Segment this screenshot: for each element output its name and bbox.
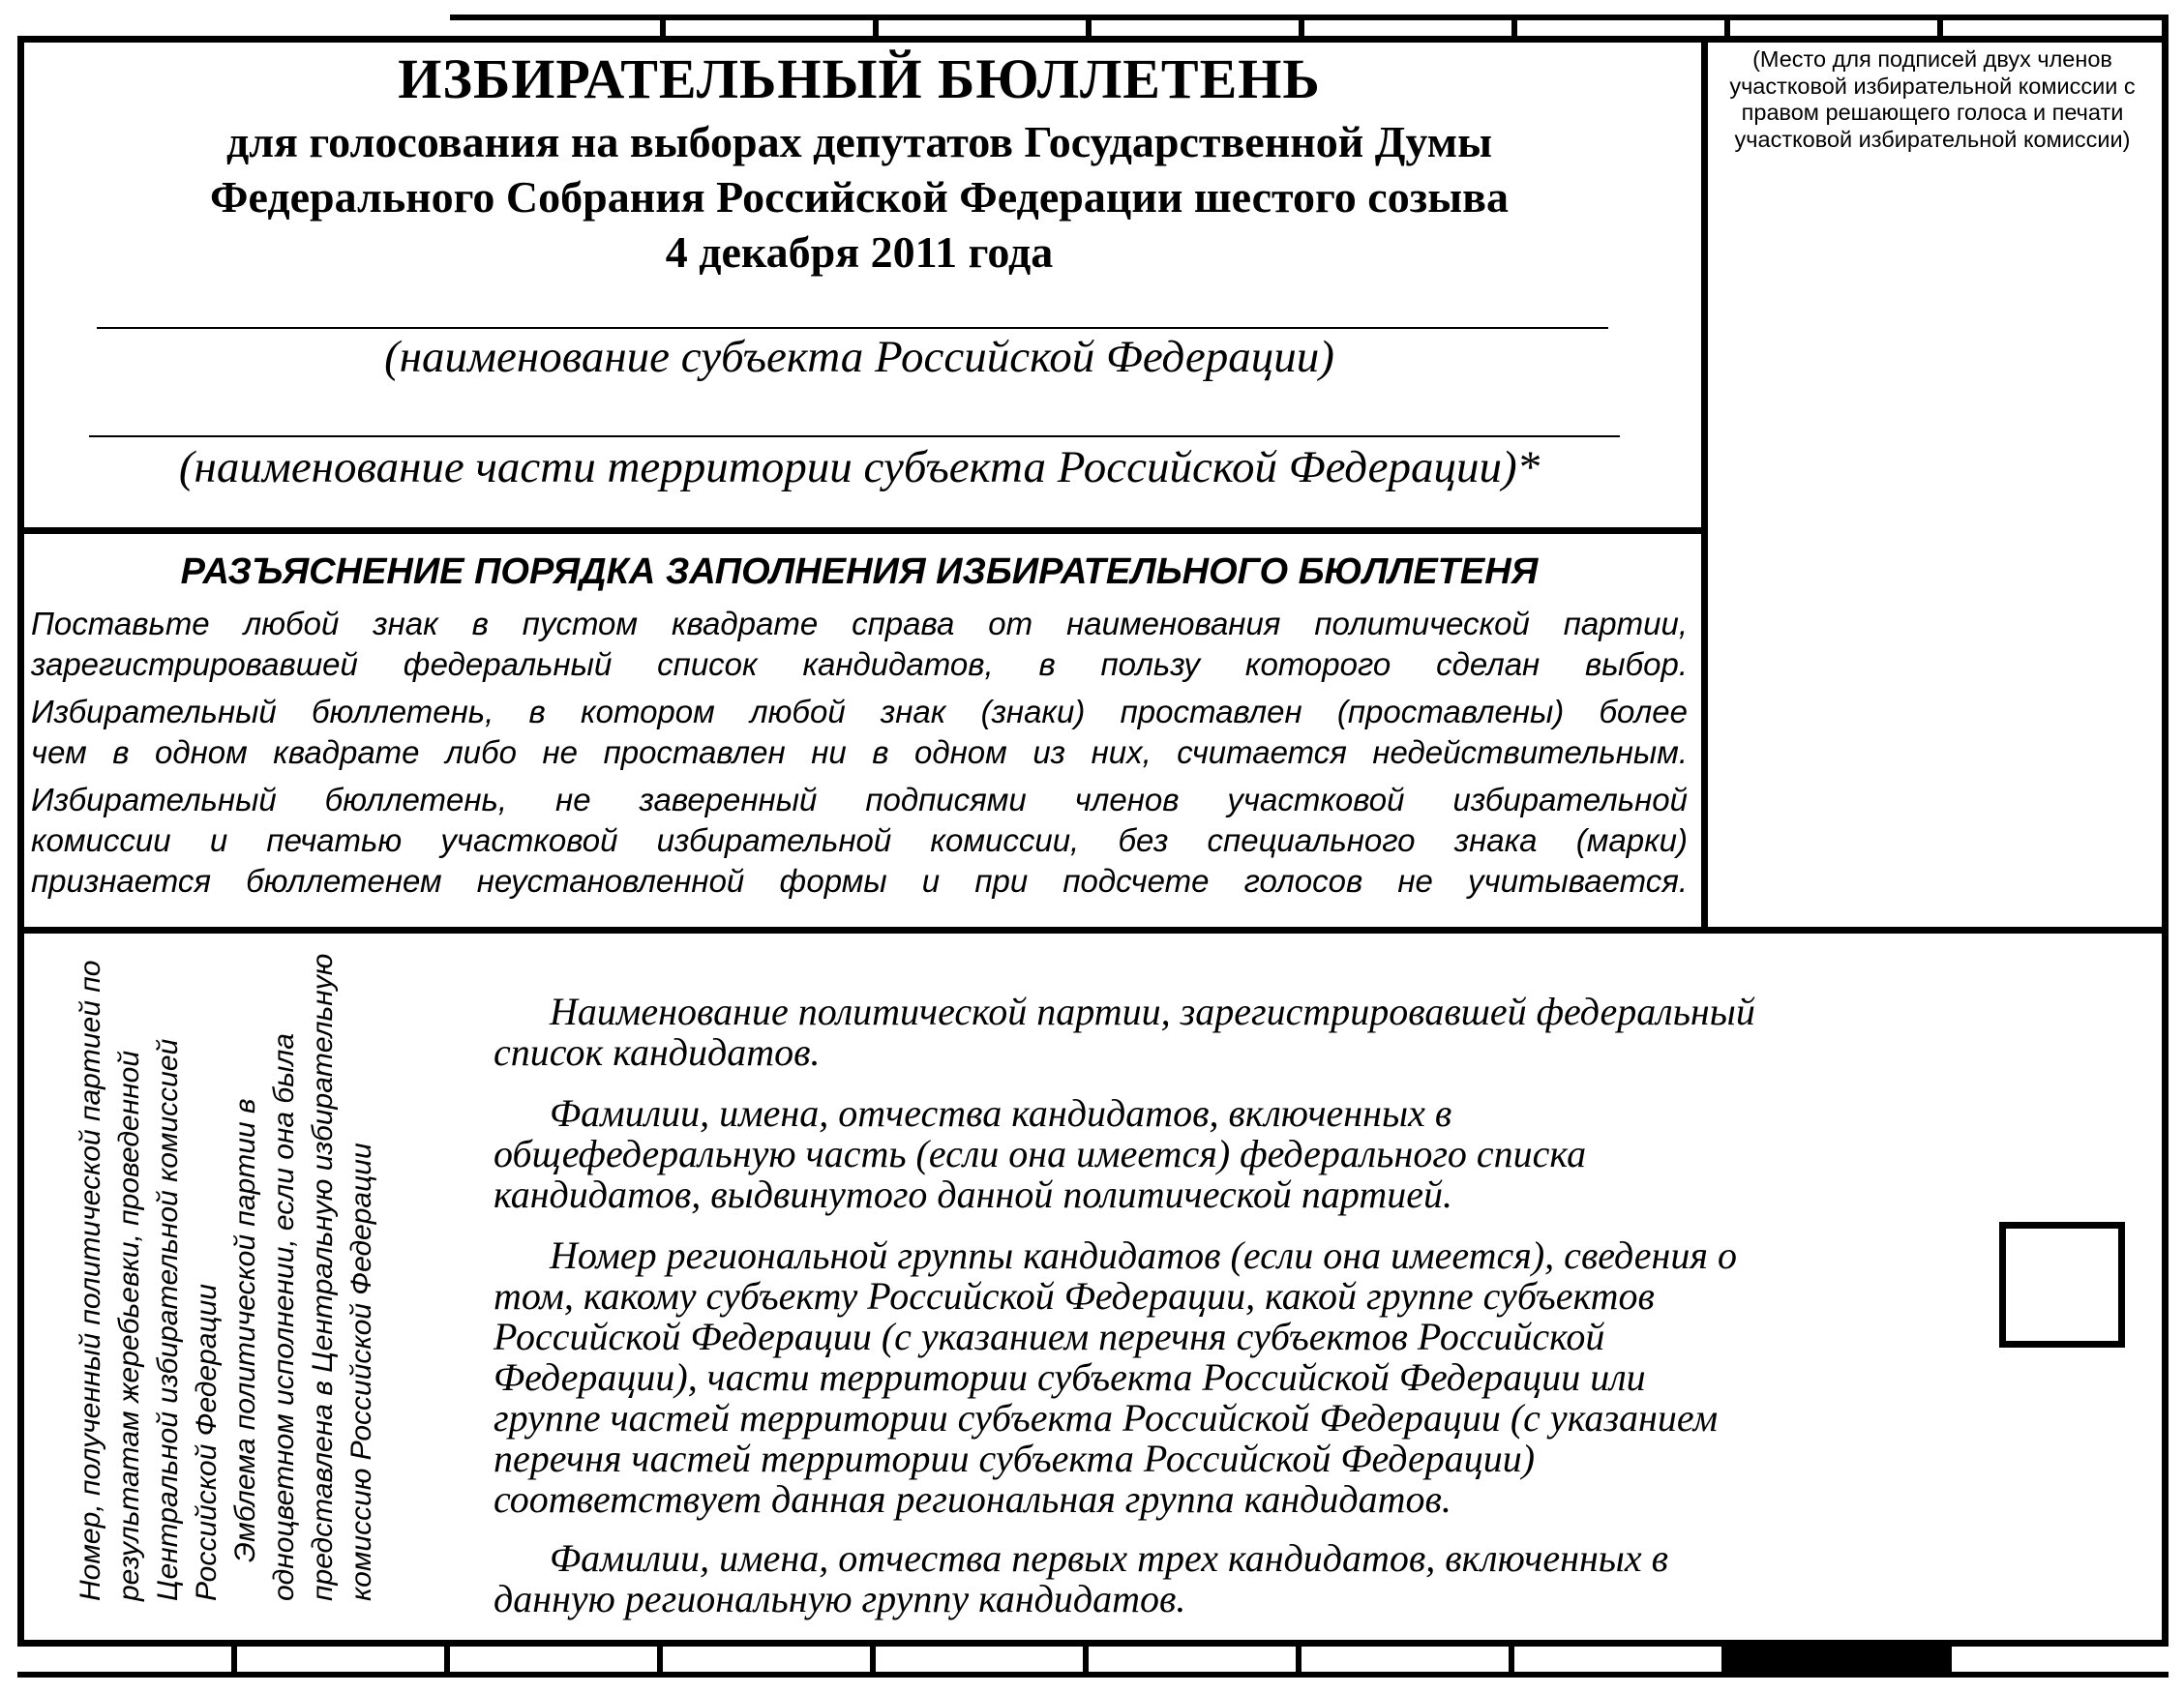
- strip-tick: [1296, 1647, 1301, 1672]
- regional-candidates-line: Фамилии, имена, отчества первых трех кандидатов, включенных в: [550, 1536, 1669, 1580]
- instruction-line: Избирательный бюллетень, не заверенный подписями членов участковой избирательной: [31, 782, 1688, 817]
- ballot-subtitle-line2: Федерального Собрания Российской Федерации шестого созыва: [210, 172, 1509, 222]
- regional-group-paragraph: [494, 1235, 1984, 1520]
- strip-tick: [873, 20, 879, 43]
- party-emblem-note: Эмблема политической партии в одноцветном исполнении, если она была представлена в Центральную избирательную комиссию Российской Федерации: [229, 953, 377, 1601]
- instruction-line: чем в одном квадрате либо не проставлен ни в одном из них, считается недействительным.: [31, 734, 1688, 770]
- strip-tick: [870, 1647, 876, 1672]
- regional-group-line: группе частей территории субъекта Российской Федерации (с указанием: [494, 1396, 1719, 1440]
- strip-tick: [660, 20, 666, 43]
- federal-candidates-paragraph: [494, 1093, 1984, 1215]
- party-number-emblem-area: [23, 934, 497, 1647]
- strip-tick: [1937, 20, 1943, 43]
- regional-group-line: Российской Федерации (с указанием перечня субъектов Российской: [494, 1315, 1605, 1358]
- strip-tick: [1509, 1647, 1514, 1672]
- bottom-solid-marker: [1727, 1647, 1946, 1672]
- regional-group-line: том, какому субъекту Российской Федерации, какой группе субъектов: [494, 1274, 1655, 1318]
- section-divider-1: [17, 527, 1708, 534]
- section-divider-2: [17, 927, 2169, 934]
- regional-candidates-paragraph: [494, 1538, 1984, 1619]
- territory-name-line: [89, 435, 1620, 437]
- instruction-line: Поставьте любой знак в пустом квадрате справа от наименования политической партии,: [31, 606, 1688, 641]
- strip-tick: [444, 1647, 450, 1672]
- regional-group-line: Номер региональной группы кандидатов (если она имеется), сведения о: [550, 1233, 1737, 1277]
- strip-tick: [1946, 1647, 1952, 1672]
- strip-tick: [1511, 20, 1517, 43]
- top-marking-strip: [450, 15, 2169, 43]
- party-name-line: список кандидатов.: [494, 1030, 821, 1074]
- instruction-line: признается бюллетенем неустановленной формы и при подсчете голосов не учитывается.: [31, 863, 1688, 899]
- party-name-paragraph: [494, 992, 1984, 1073]
- instructions-heading: РАЗЪЯСНЕНИЕ ПОРЯДКА ЗАПОЛНЕНИЯ ИЗБИРАТЕЛЬНОГО БЮЛЛЕТЕНЯ: [180, 551, 1539, 592]
- bottom-marking-strip: [17, 1647, 2169, 1678]
- party-number-note: Номер, полученный политической партией по результатам жеребьевки, проведенной Центральной избирательной комиссией Российской Федерации: [75, 960, 223, 1601]
- strip-tick: [1299, 20, 1304, 43]
- column-divider: [1701, 36, 1708, 934]
- strip-tick: [1724, 20, 1730, 43]
- subject-caption: (наименование субъекта Российской Федерации): [384, 332, 1334, 382]
- frame-right-line: [2162, 15, 2169, 1647]
- vote-checkbox[interactable]: [1999, 1222, 2125, 1348]
- election-date: 4 декабря 2011 года: [665, 227, 1054, 277]
- instruction-line: Избирательный бюллетень, в котором любой знак (знаки) проставлен (проставлены) более: [31, 694, 1688, 729]
- strip-tick: [231, 1647, 237, 1672]
- regional-candidates-line: данную региональную группу кандидатов.: [494, 1577, 1186, 1620]
- signature-area-note: (Место для подписей двух членов участковой избирательной комиссии с правом решающего голоса и печати участковой избирательной комиссии): [1729, 46, 2136, 152]
- strip-tick: [1086, 20, 1092, 43]
- instruction-line: комиссии и печатью участковой избирательной комиссии, без специального знака (марки): [31, 822, 1688, 858]
- territory-caption: (наименование части территории субъекта Российской Федерации)*: [178, 442, 1541, 492]
- regional-group-line: Федерации), части территории субъекта Российской Федерации или: [494, 1355, 1646, 1399]
- regional-group-line: перечня частей территории субъекта Российской Федерации): [494, 1437, 1536, 1480]
- ballot-subtitle-line1: для голосования на выборах депутатов Государственной Думы: [225, 117, 1493, 166]
- federal-candidates-line: Фамилии, имена, отчества кандидатов, включенных в: [550, 1091, 1452, 1135]
- federal-candidates-line: кандидатов, выдвинутого данной политической партией.: [494, 1173, 1453, 1216]
- party-name-line: Наименование политической партии, зарегистрировавшей федеральный: [550, 990, 1755, 1033]
- subject-name-line: [97, 327, 1608, 329]
- regional-group-line: соответствует данная региональная группа кандидатов.: [494, 1477, 1451, 1521]
- ballot-title: ИЗБИРАТЕЛЬНЫЙ БЮЛЛЕТЕНЬ: [398, 47, 1321, 110]
- strip-tick: [1083, 1647, 1089, 1672]
- federal-candidates-line: общефедеральную часть (если она имеется) федерального списка: [494, 1132, 1587, 1175]
- instruction-line: зарегистрировавшей федеральный список кандидатов, в пользу которого сделан выбор.: [31, 646, 1688, 682]
- strip-tick: [657, 1647, 663, 1672]
